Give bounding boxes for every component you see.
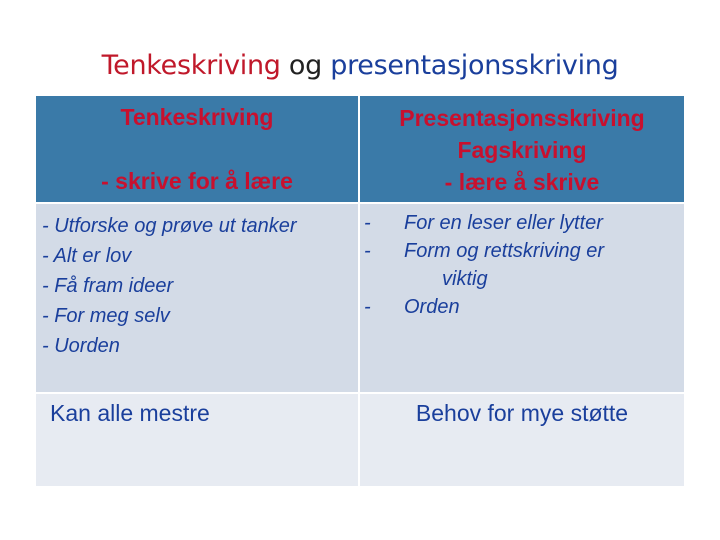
comparison-table	[36, 96, 684, 486]
list-item	[364, 293, 604, 321]
title-part-tenkeskriving: Tenkeskriving	[101, 50, 281, 81]
list-item-text: For en leser eller lytter	[404, 212, 603, 234]
list-item-text: viktig	[442, 268, 488, 290]
left-bullet-list	[42, 211, 297, 361]
bottom-right-text: Behov for mye støtte	[415, 400, 629, 426]
list-item	[364, 209, 604, 237]
list-item: - For meg selv	[42, 305, 170, 327]
slide-title	[0, 50, 720, 81]
header-right-line1: Presentasjonsskriving	[399, 105, 645, 131]
list-dash: -	[364, 296, 371, 318]
list-item-text: Form og rettskriving er	[404, 240, 605, 262]
header-right	[360, 102, 684, 198]
right-bullet-list	[364, 209, 604, 321]
list-item: - Uorden	[42, 335, 120, 357]
header-left-title: Tenkeskriving	[120, 104, 274, 130]
list-dash: -	[364, 212, 371, 234]
list-item: - Alt er lov	[42, 245, 132, 267]
list-item: - Få fram ideer	[42, 275, 174, 297]
header-left-subtitle: - skrive for å lære	[101, 168, 293, 194]
list-item	[364, 237, 604, 265]
list-item	[364, 265, 604, 293]
header-right-line2: Fagskriving	[457, 137, 587, 163]
header-right-line3: - lære å skrive	[444, 169, 600, 195]
list-item-text: Orden	[404, 296, 460, 318]
list-item: - Utforske og prøve ut tanker	[42, 215, 297, 237]
title-part-og: og	[280, 50, 331, 81]
list-dash: -	[364, 240, 371, 262]
title-part-presentasjonsskriving: presentasjonsskriving	[330, 50, 619, 81]
bottom-left-text: Kan alle mestre	[50, 400, 210, 426]
